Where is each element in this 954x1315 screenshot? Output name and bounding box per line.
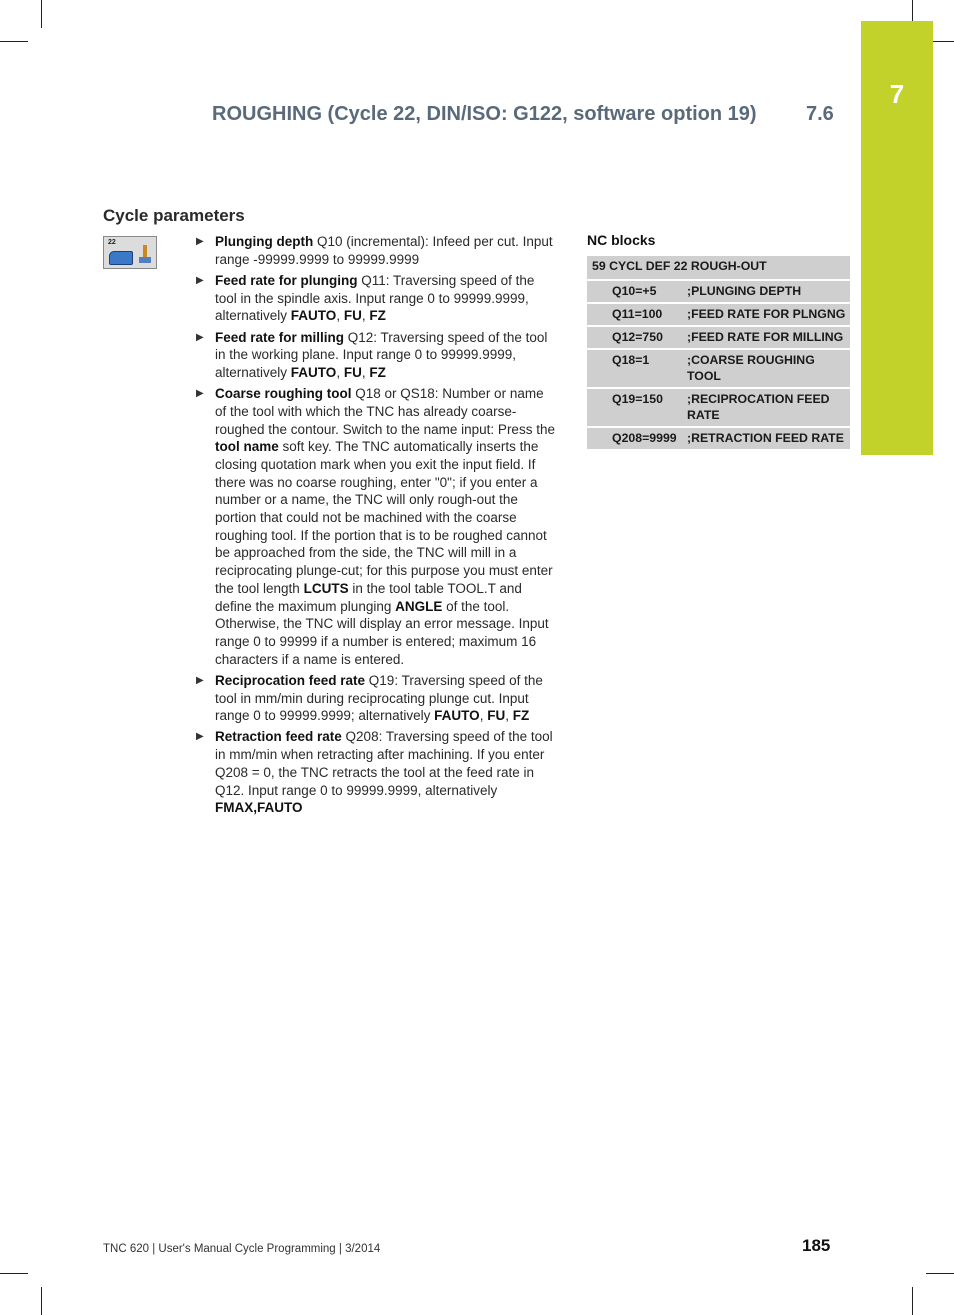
parameter-text: ,	[361, 308, 370, 324]
bullet-arrow-icon: ▶	[196, 236, 204, 247]
footer-text: TNC 620 | User's Manual Cycle Programming | 3/2014	[103, 1243, 381, 1255]
nc-param-comment: ;RETRACTION FEED RATE	[685, 427, 850, 450]
chapter-tab	[861, 21, 933, 455]
parameter-text: Q19: Traversing speed of the tool in mm/min during reciprocating plunge cut. Input range 0 to 99999.9999; alternatively	[215, 672, 543, 724]
nc-param-comment: ;FEED RATE FOR MILLING	[685, 326, 850, 349]
parameter-item	[196, 272, 556, 325]
parameter-name: Feed rate for plunging	[215, 272, 358, 288]
parameter-keyword: ANGLE	[395, 598, 443, 614]
nc-block-row	[587, 388, 850, 427]
nc-block-first-line: 59 CYCL DEF 22 ROUGH-OUT	[587, 256, 850, 280]
nc-block-header-row	[587, 256, 850, 280]
parameter-keyword: FAUTO	[434, 708, 480, 724]
nc-param-value: Q208=9999	[587, 427, 685, 450]
nc-param-comment: ;RECIPROCATION FEED RATE	[685, 388, 850, 427]
crop-mark	[912, 1287, 913, 1315]
bullet-arrow-icon: ▶	[196, 274, 204, 286]
bullet-arrow-icon: ▶	[196, 731, 204, 743]
section-number: 7.6	[806, 103, 834, 125]
section-heading: Cycle parameters	[103, 206, 245, 225]
parameter-text: Q12: Traversing speed of the tool in the working plane. Input range 0 to 99999.9999, alternatively	[215, 329, 548, 380]
parameter-text: ,	[479, 708, 488, 724]
nc-block-row	[587, 303, 850, 326]
parameter-name: Plunging depth	[215, 234, 314, 249]
parameter-keyword: FZ	[369, 308, 386, 324]
tool-icon	[139, 245, 151, 265]
nc-block-row	[587, 326, 850, 349]
nc-block-row	[587, 427, 850, 450]
nc-param-value: Q19=150	[587, 388, 685, 427]
parameter-text: in the tool table TOOL.T and define the maximum plunging	[215, 580, 522, 614]
parameter-text: Q18 or QS18: Number or name of the tool with which the TNC has already coarse-roughed the contour. Switch to the name input: Press the	[215, 386, 555, 437]
crop-mark	[41, 1287, 42, 1315]
softkey-label: 22	[108, 239, 116, 246]
bullet-arrow-icon: ▶	[196, 388, 204, 400]
parameter-keyword: FAUTO	[290, 308, 337, 324]
page-title: ROUGHING (Cycle 22, DIN/ISO: G122, software option 19)	[212, 103, 757, 125]
nc-param-value: Q10=+5	[587, 280, 685, 303]
parameter-text: of the tool. Otherwise, the TNC will display an error message. Input range 0 to 99999 if a number is entered; maximum 16 characters if a name is entered.	[215, 598, 549, 667]
bullet-arrow-icon: ▶	[196, 331, 204, 343]
nc-blocks-heading: NC blocks	[587, 232, 656, 248]
nc-param-comment: ;COARSE ROUGHING TOOL	[685, 349, 850, 388]
nc-param-value: Q12=750	[587, 326, 685, 349]
crop-mark	[0, 41, 28, 42]
parameter-keyword: tool name	[215, 439, 279, 455]
crop-mark	[926, 1273, 954, 1274]
parameter-text: soft key. The TNC automatically inserts the closing quotation mark when you exit the input field. If there was no coarse roughing, enter "0"; if you enter a number or a name, the TNC will only rough-out the portion that could not be machined with the coarse roughing tool. If the portion that is to be roughed cannot be approached from the side, the TNC will mill in a reciprocating plunge-cut; for this purpose you must enter the tool length	[215, 439, 553, 596]
parameter-list	[196, 233, 556, 821]
parameter-name: Retraction feed rate	[215, 729, 342, 745]
parameter-text: ,	[336, 364, 344, 380]
parameter-text: Q11: Traversing speed of the tool in the spindle axis. Input range 0 to 99999.9999, alternatively	[215, 272, 535, 324]
parameter-keyword: FAUTO	[290, 364, 337, 380]
parameter-item	[196, 329, 556, 382]
parameter-keyword: FZ	[512, 708, 530, 724]
parameter-keyword: FMAX,FAUTO	[215, 800, 303, 816]
parameter-keyword: FU	[487, 708, 506, 724]
parameter-text: Q10 (incremental): Infeed per cut. Input range -99999.9999 to 99999.9999	[215, 234, 553, 267]
parameter-keyword: FU	[343, 364, 362, 380]
parameter-text: ,	[361, 364, 370, 380]
parameter-name: Reciprocation feed rate	[215, 672, 366, 688]
parameter-name: Coarse roughing tool	[215, 386, 352, 402]
parameter-name: Feed rate for milling	[215, 329, 345, 345]
crop-mark	[0, 1273, 28, 1274]
contour-shape-icon	[109, 251, 133, 265]
chapter-number: 7	[889, 79, 905, 109]
page-number: 185	[802, 1236, 831, 1255]
cycle-softkey-icon	[103, 236, 157, 269]
nc-blocks-table	[587, 256, 850, 451]
nc-block-row	[587, 280, 850, 303]
nc-param-value: Q11=100	[587, 303, 685, 326]
parameter-text: ,	[336, 308, 344, 324]
parameter-keyword: FU	[343, 308, 362, 324]
parameter-item	[196, 385, 556, 668]
parameter-keyword: FZ	[369, 364, 386, 380]
parameter-text: ,	[505, 708, 513, 724]
crop-mark	[41, 0, 42, 28]
parameter-text: Q208: Traversing speed of the tool in mm/min when retracting after machining. If you enter Q208 = 0, the TNC retracts the tool at the feed rate in Q12. Input range 0 to 99999.9999, alternatively	[215, 729, 553, 798]
nc-block-row	[587, 349, 850, 388]
parameter-item	[196, 672, 556, 725]
nc-param-value: Q18=1	[587, 349, 685, 388]
parameter-item	[196, 233, 556, 268]
bullet-arrow-icon: ▶	[196, 674, 204, 686]
parameter-keyword: LCUTS	[303, 580, 349, 596]
parameter-item	[196, 728, 556, 817]
nc-param-comment: ;FEED RATE FOR PLNGNG	[685, 303, 850, 326]
nc-param-comment: ;PLUNGING DEPTH	[685, 280, 850, 303]
